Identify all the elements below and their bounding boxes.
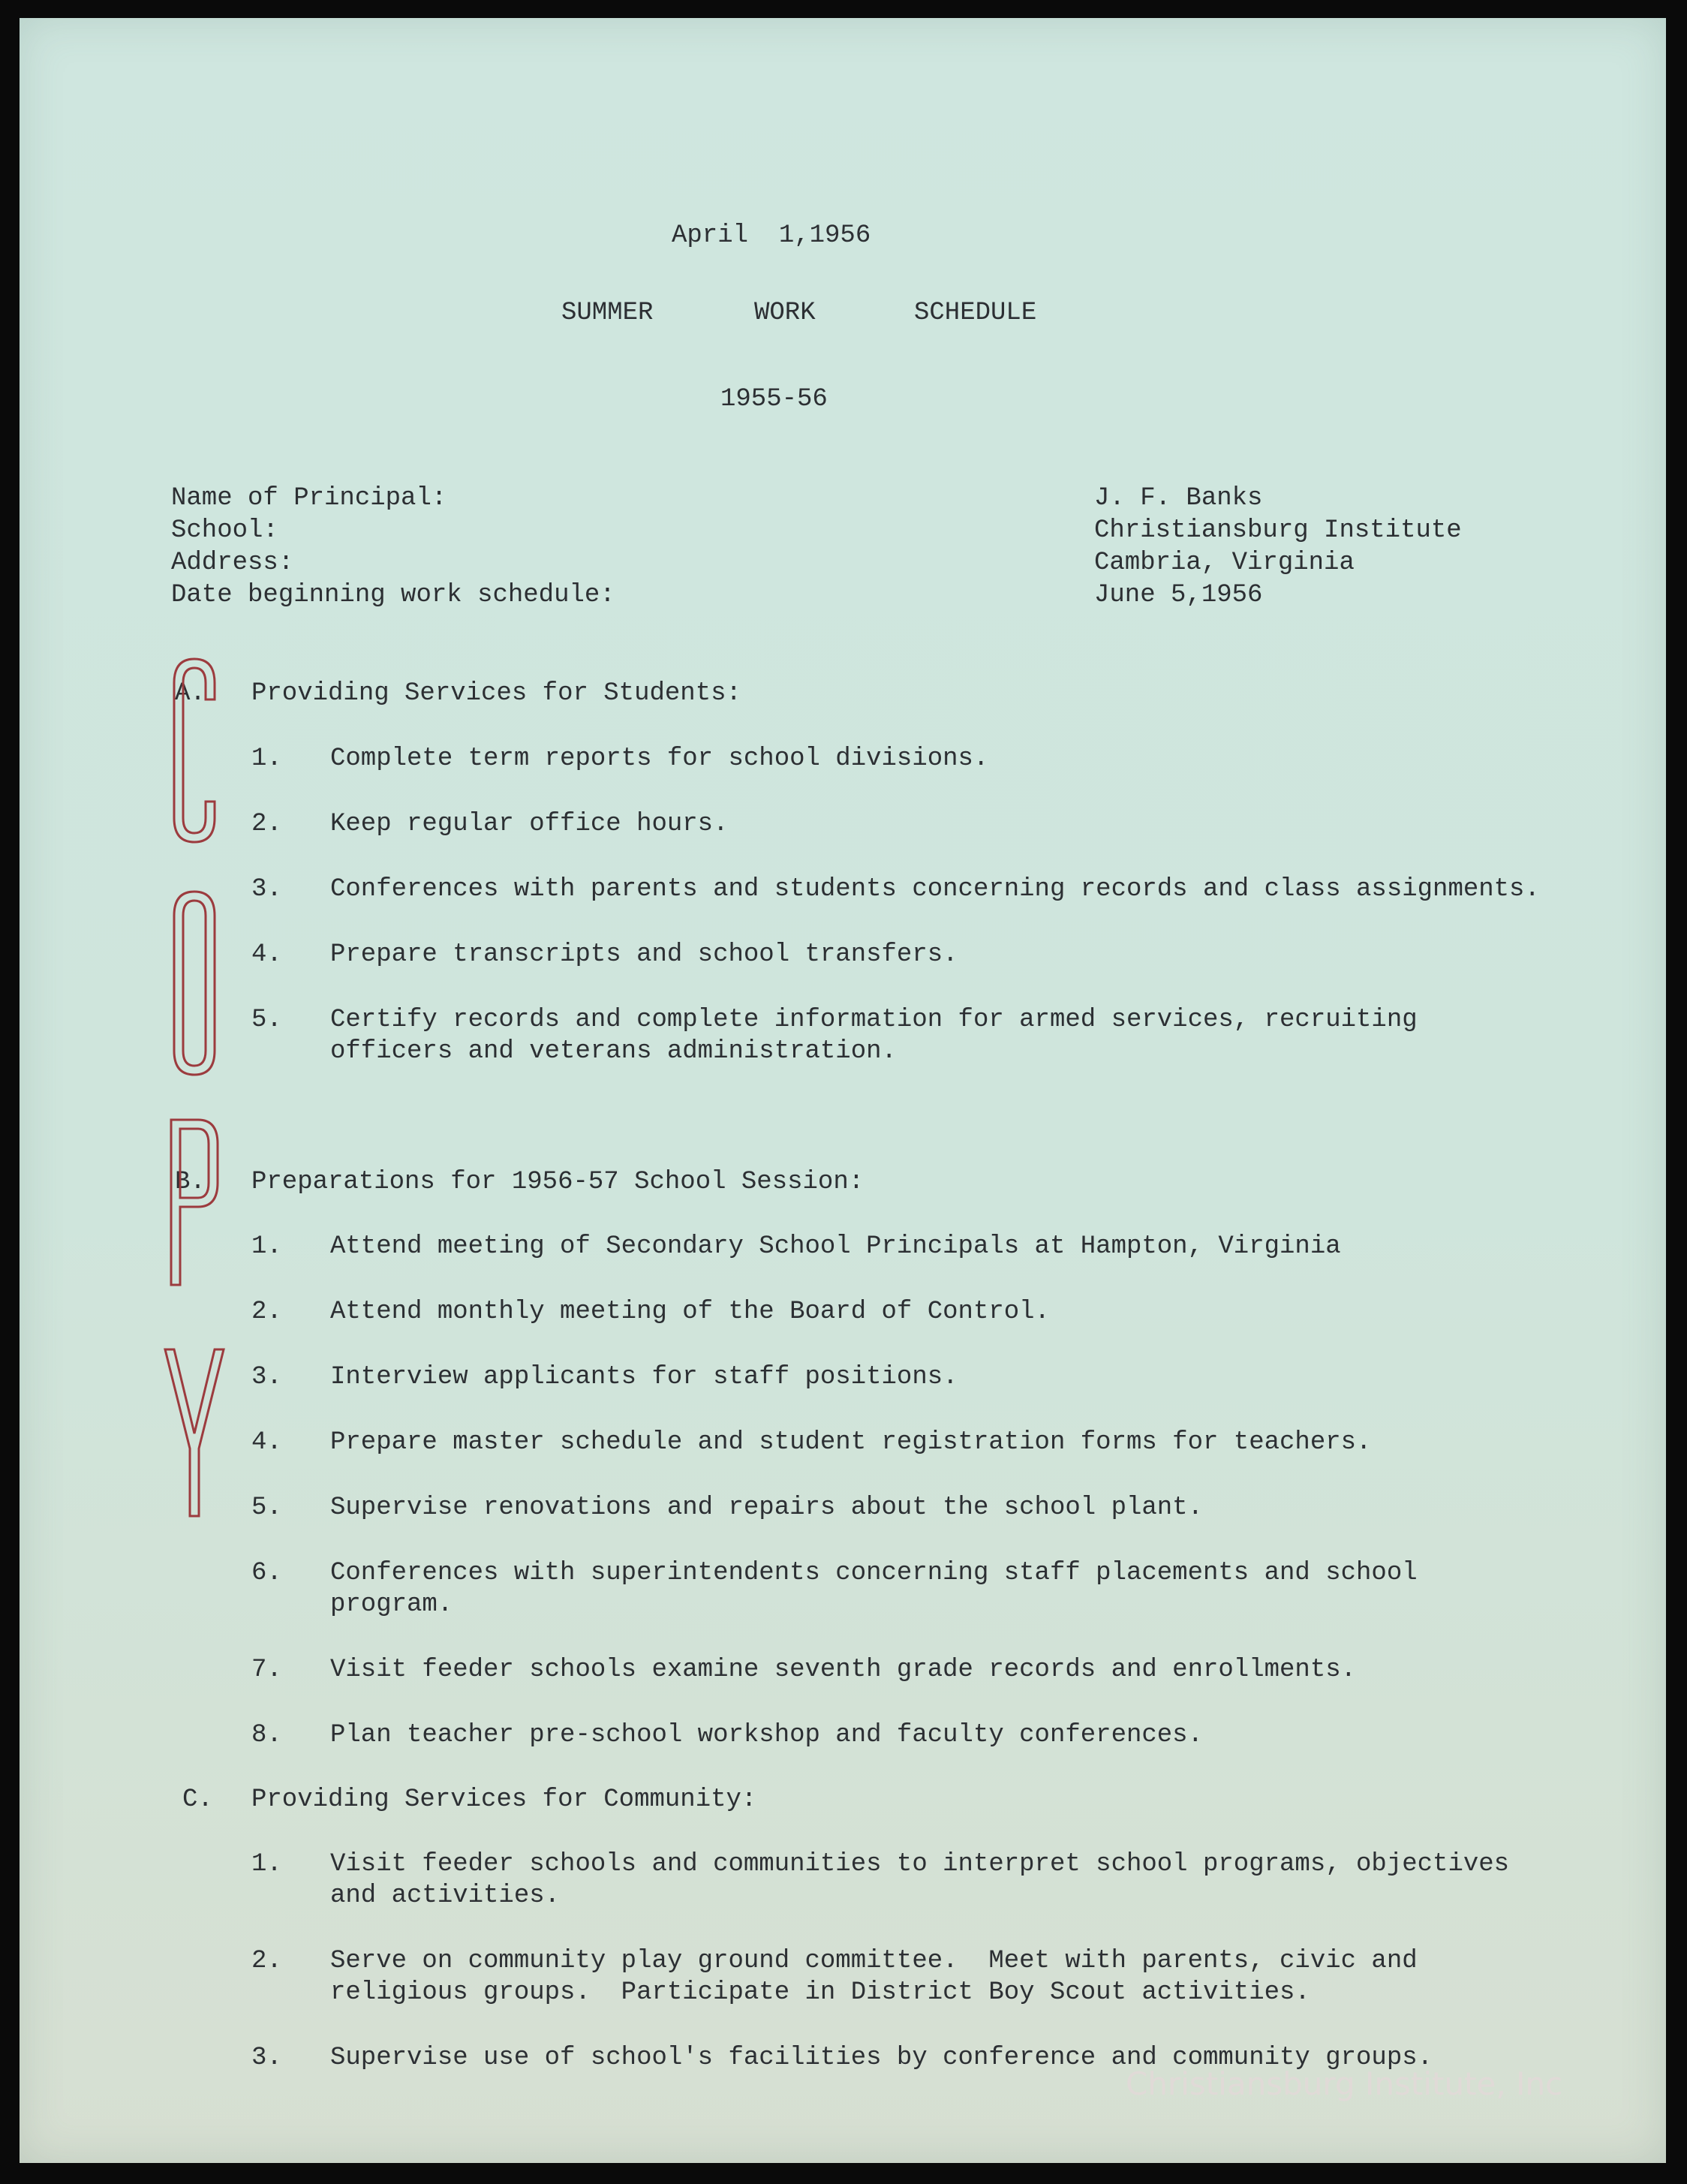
c2-text-line2: religious groups. Participate in District Boy Scout activities. bbox=[330, 1978, 1310, 2007]
copy-stamp bbox=[161, 653, 228, 1524]
label-principal: Name of Principal: bbox=[171, 484, 447, 513]
value-address: Cambria, Virginia bbox=[1094, 549, 1355, 577]
b7-number: 7. bbox=[251, 1656, 282, 1684]
b2-number: 2. bbox=[251, 1298, 282, 1326]
c3-number: 3. bbox=[251, 2044, 282, 2072]
b6-text-line1: Conferences with superintendents concerning staff placements and school bbox=[330, 1559, 1418, 1587]
b4-text: Prepare master schedule and student registration forms for teachers. bbox=[330, 1428, 1372, 1457]
section-c-letter: C. bbox=[182, 1785, 213, 1814]
c1-text-line1: Visit feeder schools and communities to interpret school programs, objectives bbox=[330, 1850, 1510, 1879]
copy-stamp-letter-y bbox=[165, 1349, 224, 1516]
title-word-schedule: SCHEDULE bbox=[914, 299, 1037, 327]
b1-text: Attend meeting of Secondary School Principals at Hampton, Virginia bbox=[330, 1232, 1341, 1261]
a4-number: 4. bbox=[251, 940, 282, 969]
a3-number: 3. bbox=[251, 875, 282, 904]
a4-text: Prepare transcripts and school transfers. bbox=[330, 940, 958, 969]
title-word-work: WORK bbox=[754, 299, 816, 327]
c3-text: Supervise use of school's facilities by conference and community groups. bbox=[330, 2044, 1433, 2072]
b5-text: Supervise renovations and repairs about the school plant. bbox=[330, 1494, 1203, 1522]
section-b-title: Preparations for 1956-57 School Session: bbox=[251, 1168, 865, 1196]
value-school: Christiansburg Institute bbox=[1094, 516, 1462, 545]
a2-text: Keep regular office hours. bbox=[330, 810, 729, 838]
b3-text: Interview applicants for staff positions. bbox=[330, 1363, 958, 1391]
document-page bbox=[20, 18, 1666, 2163]
copy-stamp-letter-p bbox=[171, 1120, 218, 1285]
value-start-date: June 5,1956 bbox=[1094, 581, 1263, 609]
b6-number: 6. bbox=[251, 1559, 282, 1587]
b3-number: 3. bbox=[251, 1363, 282, 1391]
document-year: 1955-56 bbox=[720, 385, 828, 414]
b4-number: 4. bbox=[251, 1428, 282, 1457]
c1-text-line2: and activities. bbox=[330, 1882, 561, 1910]
document-date: April 1,1956 bbox=[672, 221, 871, 250]
c1-number: 1. bbox=[251, 1850, 282, 1879]
copy-stamp-letter-c bbox=[174, 659, 215, 842]
c2-number: 2. bbox=[251, 1947, 282, 1975]
b7-text: Visit feeder schools examine seventh grade records and enrollments. bbox=[330, 1656, 1357, 1684]
section-c-title: Providing Services for Community: bbox=[251, 1785, 757, 1814]
b5-number: 5. bbox=[251, 1494, 282, 1522]
a1-text: Complete term reports for school divisions. bbox=[330, 745, 989, 773]
copy-stamp-letter-o bbox=[174, 892, 215, 1075]
b8-text: Plan teacher pre-school workshop and faculty conferences. bbox=[330, 1721, 1203, 1749]
label-school: School: bbox=[171, 516, 278, 545]
watermark: Christiansburg Institute, Inc bbox=[1126, 2065, 1563, 2102]
b1-number: 1. bbox=[251, 1232, 282, 1261]
title-word-summer: SUMMER bbox=[561, 299, 654, 327]
b8-number: 8. bbox=[251, 1721, 282, 1749]
a5-text-line2: officers and veterans administration. bbox=[330, 1037, 897, 1066]
section-a-letter: A. bbox=[175, 679, 206, 708]
b2-text: Attend monthly meeting of the Board of Control. bbox=[330, 1298, 1050, 1326]
label-start-date: Date beginning work schedule: bbox=[171, 581, 615, 609]
label-address: Address: bbox=[171, 549, 294, 577]
section-a-title: Providing Services for Students: bbox=[251, 679, 741, 708]
c2-text-line1: Serve on community play ground committee. Meet with parents, civic and bbox=[330, 1947, 1418, 1975]
a3-text: Conferences with parents and students concerning records and class assignments. bbox=[330, 875, 1540, 904]
a5-text-line1: Certify records and complete information for armed services, recruiting bbox=[330, 1006, 1418, 1034]
a5-number: 5. bbox=[251, 1006, 282, 1034]
section-b-letter: B. bbox=[175, 1168, 206, 1196]
value-principal: J. F. Banks bbox=[1094, 484, 1263, 513]
b6-text-line2: program. bbox=[330, 1590, 453, 1619]
a2-number: 2. bbox=[251, 810, 282, 838]
a1-number: 1. bbox=[251, 745, 282, 773]
